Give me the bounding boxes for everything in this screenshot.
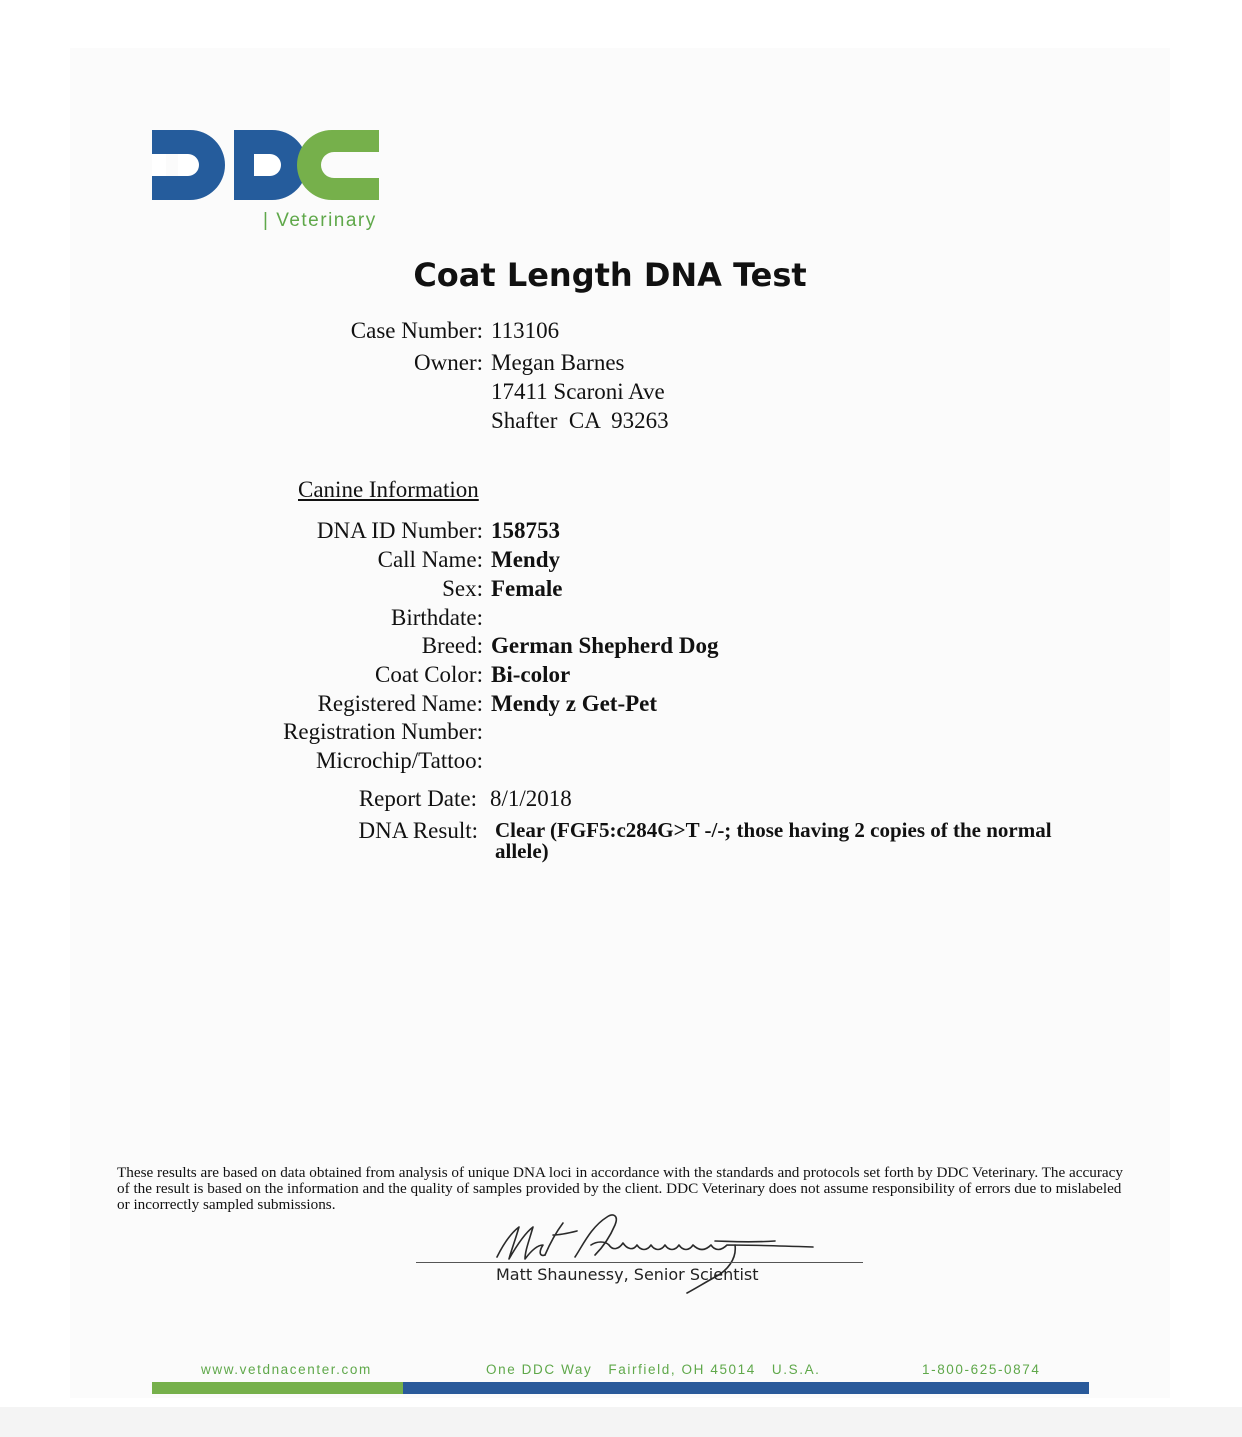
footer-bar-green [152, 1382, 403, 1394]
signature-line [416, 1262, 863, 1263]
disclaimer-text: These results are based on data obtained from analysis of unique DNA loci in accordance with the standards and protocols set forth by DDC Veterinary. The accuracy of the result is based on the information and the quality of samples provided by the client. DDC Veterinary does not assume responsibility of errors due to mislabeled or incorrectly sampled submissions. [117, 1164, 1123, 1213]
report-date-label: Report Date: [358, 786, 477, 811]
field-value: Bi-color [491, 662, 571, 687]
page-title: Coat Length DNA Test [413, 256, 807, 294]
dna-result-value: Clear (FGF5:c284G>T -/-; those having 2 copies of the normal allele) [495, 818, 1052, 863]
field-label: Registration Number: [283, 719, 483, 744]
logo-subtitle: | Veterinary [263, 210, 377, 231]
field-label: Registered Name: [317, 691, 483, 716]
field-label: Coat Color: [375, 662, 483, 687]
field-label: Birthdate: [391, 605, 483, 630]
footer-address: One DDC Way Fairfield, OH 45014 U.S.A. [486, 1362, 821, 1377]
field-label: Sex: [442, 576, 483, 601]
owner-name: Megan Barnes [491, 350, 625, 375]
footer-phone: 1-800-625-0874 [922, 1362, 1041, 1377]
case-number-value: 113106 [491, 318, 560, 343]
footer-bar-blue [403, 1382, 1089, 1394]
owner-address1: 17411 Scaroni Ave [491, 379, 665, 404]
field-value: 158753 [491, 518, 560, 543]
footer-website: www.vetdnacenter.com [201, 1362, 372, 1377]
case-number-label: Case Number: [350, 318, 483, 343]
field-value: German Shepherd Dog [491, 633, 719, 658]
owner-address2: Shafter CA 93263 [491, 408, 669, 433]
dna-result-label: DNA Result: [358, 818, 478, 843]
field-label: Microchip/Tattoo: [315, 748, 483, 773]
owner-label: Owner: [414, 350, 483, 375]
handwritten-signature-icon [415, 1205, 865, 1300]
signer-name: Matt Shaunessy, Senior Scientist [496, 1265, 759, 1284]
canine-section-title: Canine Information [298, 477, 479, 502]
report-date-value: 8/1/2018 [490, 786, 572, 811]
field-label: Breed: [421, 633, 483, 658]
field-value: Mendy [491, 547, 560, 572]
field-value: Female [491, 576, 563, 601]
field-value: Mendy z Get-Pet [491, 691, 658, 716]
field-label: DNA ID Number: [316, 518, 483, 543]
field-label: Call Name: [377, 547, 483, 572]
